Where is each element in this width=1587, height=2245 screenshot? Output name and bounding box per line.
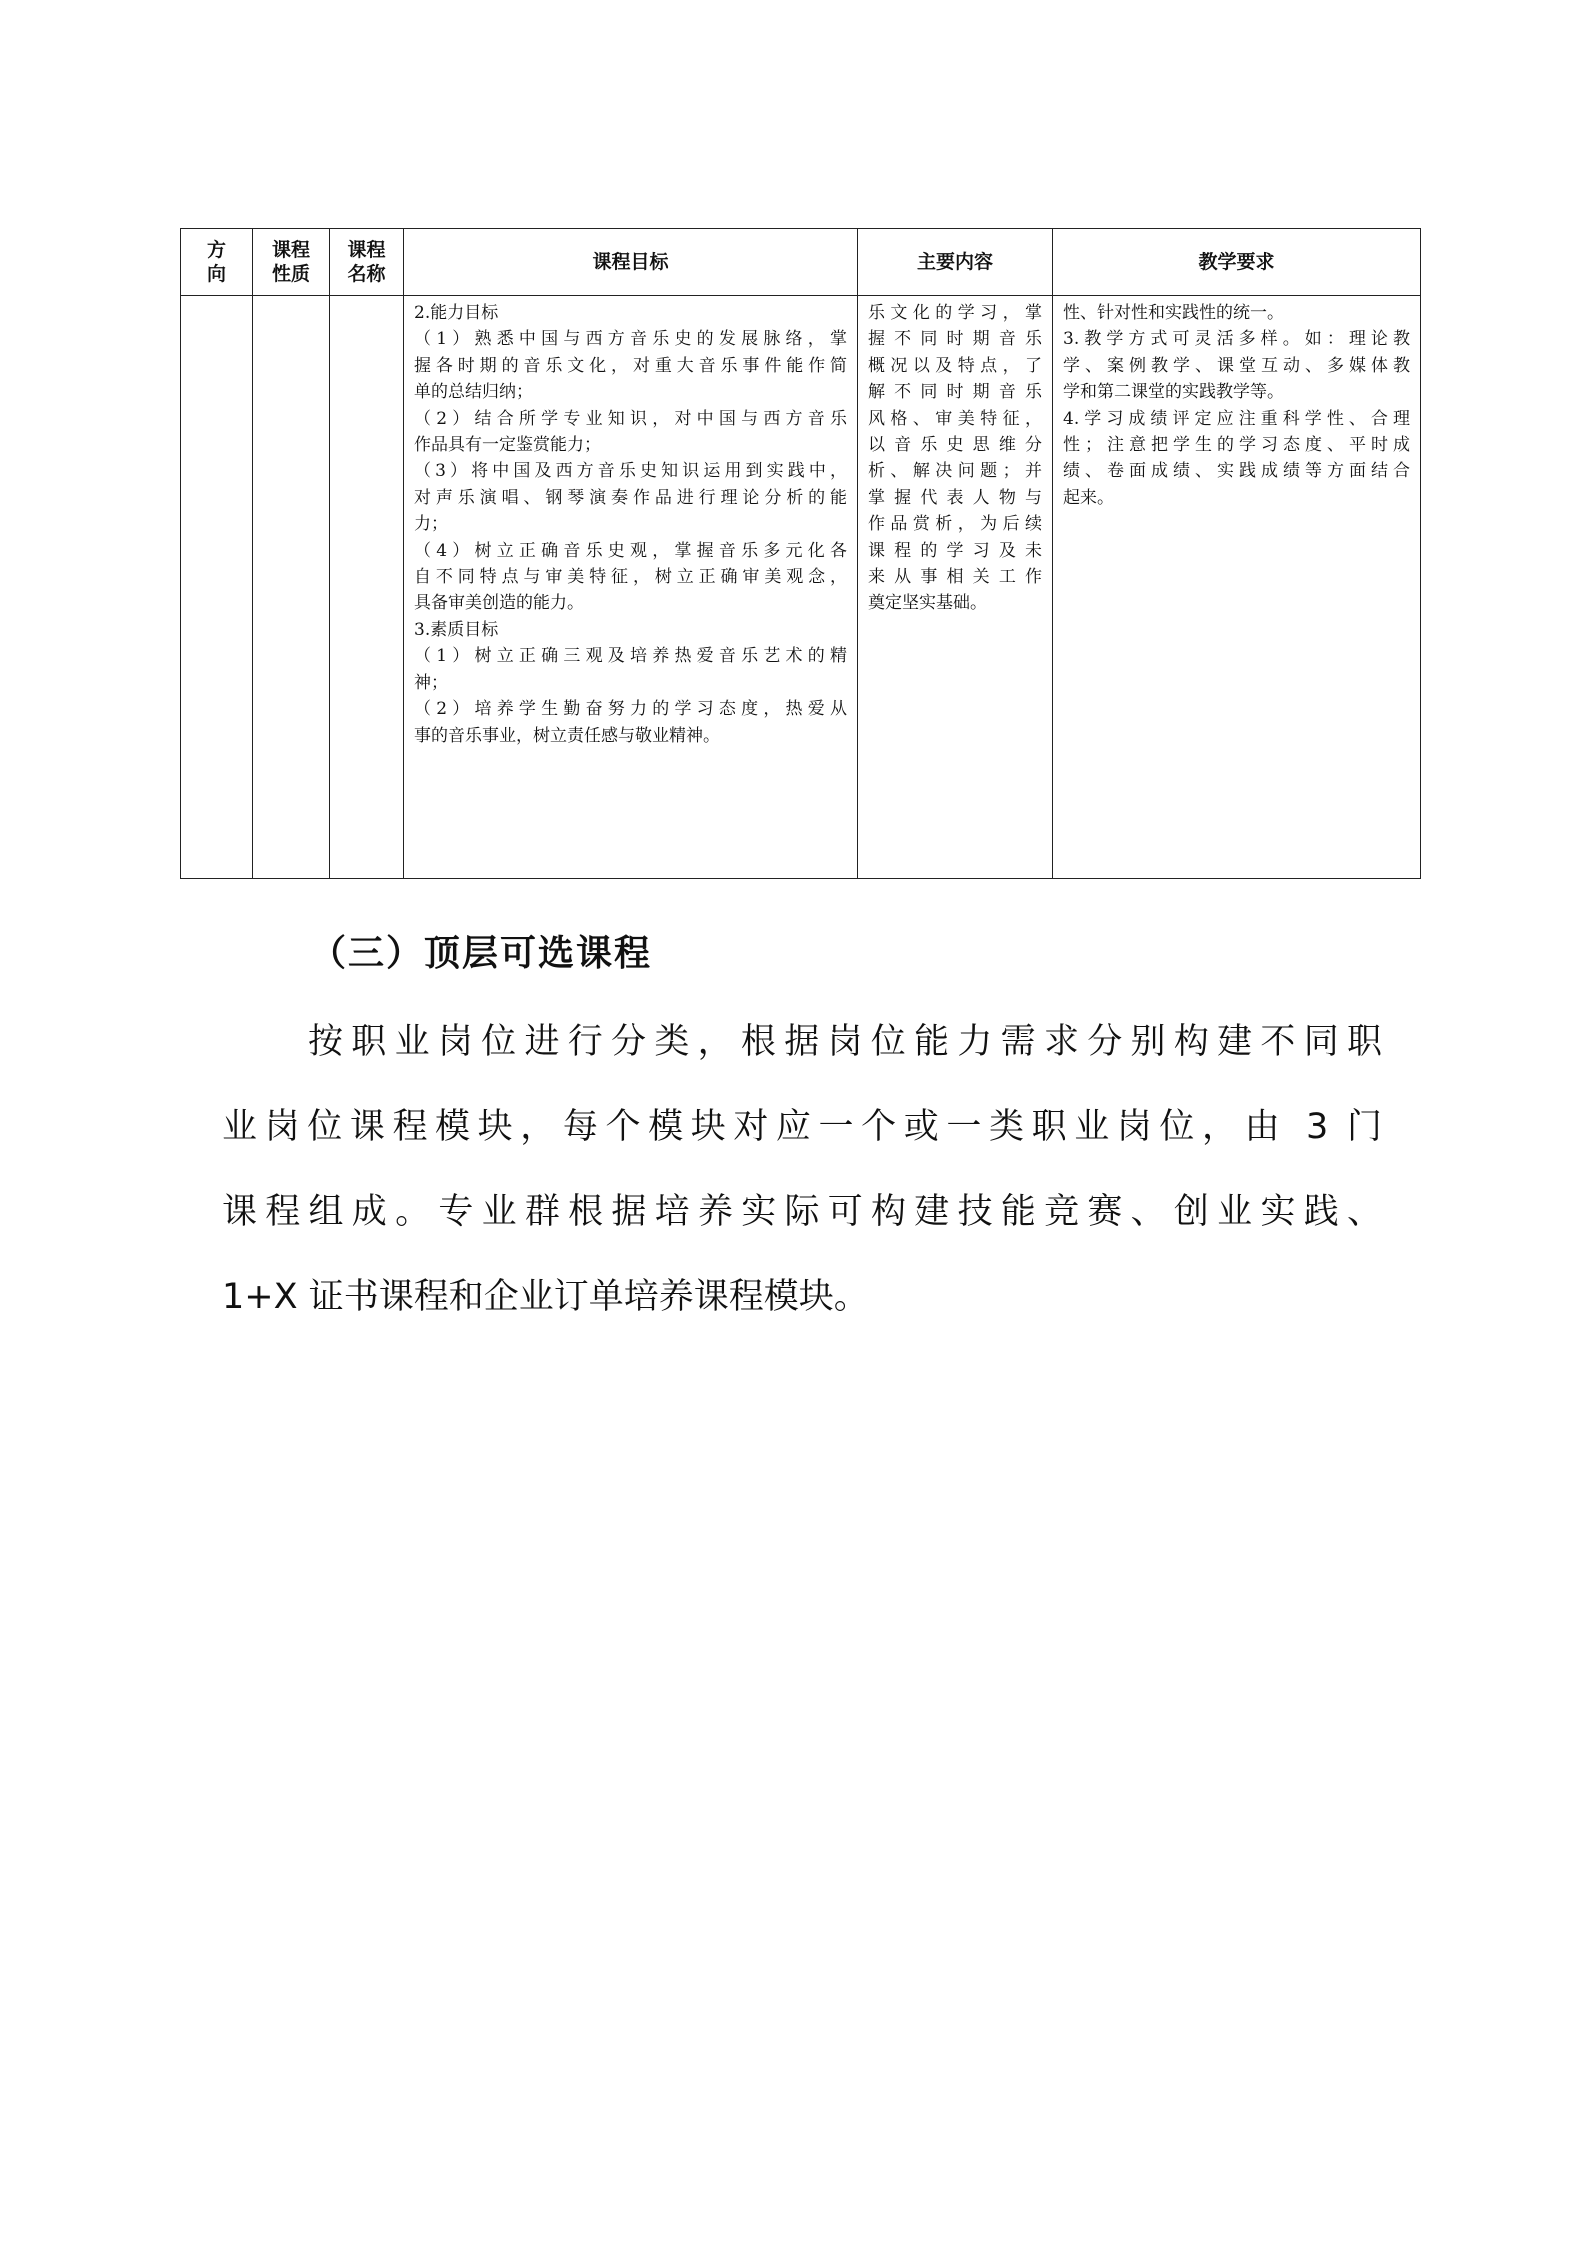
header-direction: 方 向 (181, 229, 253, 296)
header-main-content: 主要内容 (858, 229, 1053, 296)
cell-course-nature (253, 296, 330, 879)
paragraph-line: 1+X 证书课程和企业订单培养课程模块。 (222, 1277, 869, 1317)
header-course-nature: 课程 性质 (253, 229, 330, 296)
cell-direction (181, 296, 253, 879)
paragraph-line: 按职业岗位进行分类，根据岗位能力需求分别构建不同职 (308, 1022, 1382, 1062)
header-course-name: 课程 名称 (330, 229, 404, 296)
course-table (180, 228, 1421, 879)
table-header-row (181, 229, 1421, 296)
header-course-objectives: 课程目标 (404, 229, 858, 296)
section-heading: （三）顶层可选课程 (310, 933, 653, 974)
cell-teaching-requirements: 性、针对性和实践性的统一。 3.教学方式可灵活多样。如：理论教 学、案例教学、课堂互动、多媒体教 学和第二课堂的实践教学等。 4.学习成绩评定应注重科学性、合理 性；注意把学生的学习态度、平时成 绩、卷面成绩、实践成绩等方面结合 起来。 (1053, 296, 1421, 879)
body-paragraph (222, 1000, 1382, 1340)
paragraph-line: 业岗位课程模块，每个模块对应一个或一类职业岗位，由 3 门 (222, 1107, 1382, 1147)
paragraph-line: 课程组成。专业群根据培养实际可构建技能竞赛、创业实践、 (222, 1192, 1382, 1232)
header-teaching-requirements: 教学要求 (1053, 229, 1421, 296)
cell-course-objectives: 2.能力目标 （1）熟悉中国与西方音乐史的发展脉络，掌 握各时期的音乐文化，对重大音乐事件能作简 单的总结归纳； （2）结合所学专业知识，对中国与西方音乐 作品具有一定鉴赏能力； （3）将中国及西方音乐史知识运用到实践中， 对声乐演唱、钢琴演奏作品进行理论分析的能 力； （4）树立正确音乐史观，掌握音乐多元化各 自不同特点与审美特征，树立正确审美观念， 具备审美创造的能力。 3.素质目标 （1）树立正确三观及培养热爱音乐艺术的精 神； （2）培养学生勤奋努力的学习态度，热爱从 事的音乐事业，树立责任感与敬业精神。 (404, 296, 858, 879)
table-row (181, 296, 1421, 879)
cell-main-content: 乐文化的学习，掌 握不同时期音乐 概况以及特点，了 解不同时期音乐 风格、审美特征， 以音乐史思维分 析、解决问题；并 掌握代表人物与 作品赏析，为后续 课程的学习及未 来从事相关工作 奠定坚实基础。 (858, 296, 1053, 879)
cell-course-name (330, 296, 404, 879)
